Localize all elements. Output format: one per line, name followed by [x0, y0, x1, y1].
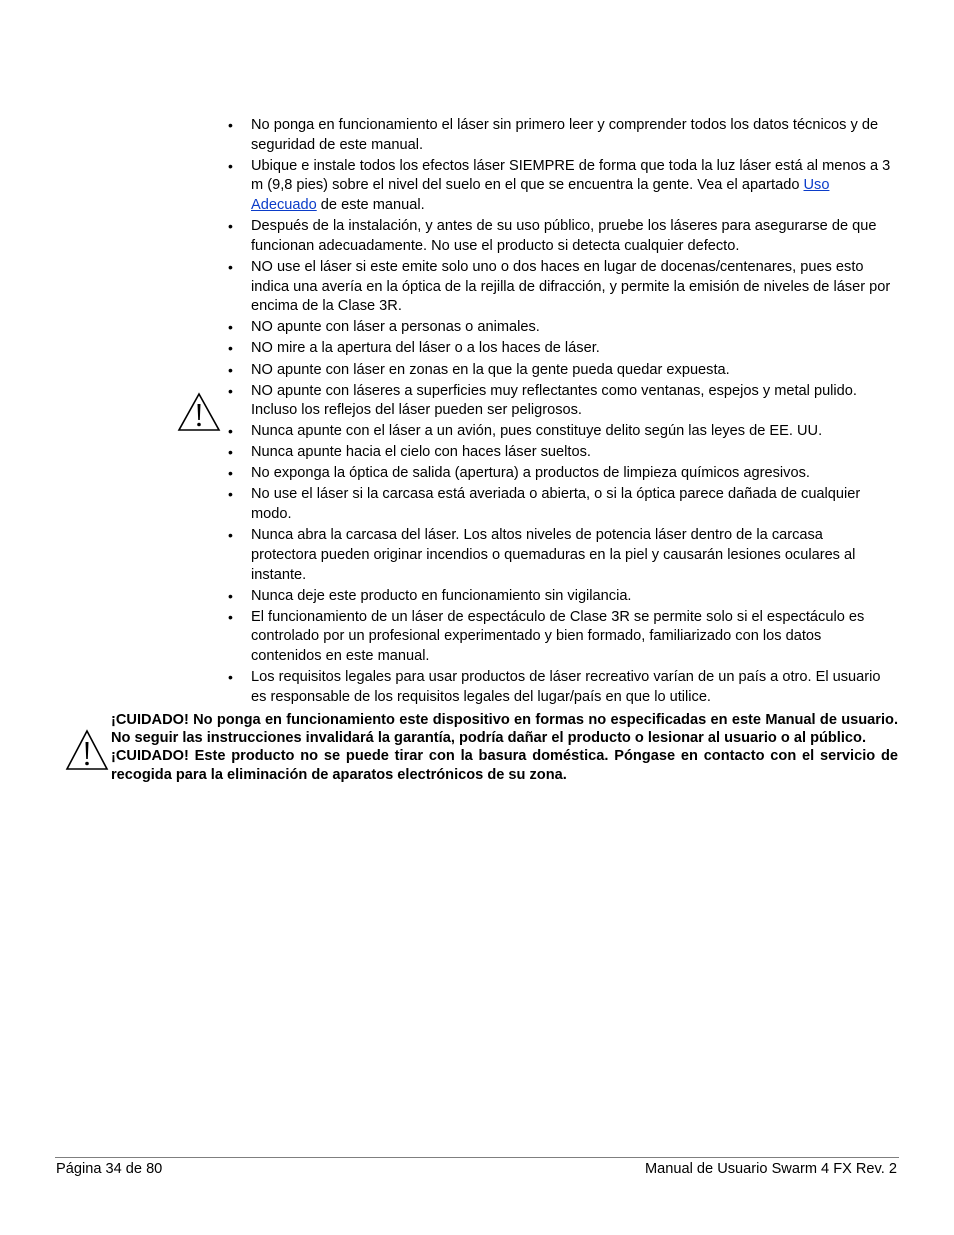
bullet-item: • Ubique e instale todos los efectos láser SIEMPRE de forma que toda la luz láser está al menos a 3 m (9,8 pies) sobre el nivel del suelo en el que se encuentra la gente. Vea el apartado Uso Adecuado de este manual.	[228, 157, 892, 216]
bullet-item: • NO apunte con láseres a superficies muy reflectantes como ventanas, espejos y metal pulido. Incluso los reflejos del láser pueden ser peligrosos.	[228, 382, 892, 421]
bullet-item: • Nunca deje este producto en funcionamiento sin vigilancia.	[228, 587, 892, 607]
bullet-item: • Nunca abra la carcasa del láser. Los altos niveles de potencia láser dentro de la carcasa protectora pueden originar incendios o quemaduras en la piel y causarán lesiones oculares al instante.	[228, 526, 892, 585]
bullet-item: • No ponga en funcionamiento el láser sin primero leer y comprender todos los datos técnicos y de seguridad de este manual.	[228, 116, 892, 155]
bullet-item: • No exponga la óptica de salida (apertura) a productos de limpieza químicos agresivos.	[228, 464, 892, 484]
safety-bullet-list	[228, 116, 892, 709]
caution-text-1: ¡CUIDADO! No ponga en funcionamiento este dispositivo en formas no especificadas en este Manual de usuario. No seguir las instrucciones invalidará la garantía, podría dañar el producto o lesionar al usuario o al público.	[111, 712, 898, 747]
bullet-item: • NO apunte con láser a personas o animales.	[228, 318, 892, 338]
warning-triangle-icon	[65, 729, 109, 771]
bullet-item: • No use el láser si la carcasa está averiada o abierta, o si la óptica parece dañada de cualquier modo.	[228, 485, 892, 524]
manual-title: Manual de Usuario Swarm 4 FX Rev. 2	[645, 1161, 897, 1177]
uso-adecuado-link[interactable]: Uso Adecuado	[251, 177, 830, 214]
footer-divider	[55, 1157, 899, 1158]
warning-triangle-icon	[177, 392, 221, 432]
bullet-item: • Nunca apunte con el láser a un avión, pues constituye delito según las leyes de EE. UU.	[228, 422, 892, 442]
bullet-item: • Los requisitos legales para usar productos de láser recreativo varían de un país a otro. El usuario es responsable de los requisitos legales del lugar/país en que lo utilice.	[228, 668, 892, 707]
caution-text-2: ¡CUIDADO! Este producto no se puede tirar con la basura doméstica. Póngase en contacto con el servicio de recogida para la eliminación de aparatos electrónicos de su zona.	[111, 748, 898, 783]
page-number: Página 34 de 80	[56, 1161, 163, 1177]
bullet-item: • NO mire a la apertura del láser o a los haces de láser.	[228, 339, 892, 359]
bullet-item: • Nunca apunte hacia el cielo con haces láser sueltos.	[228, 443, 892, 463]
bullet-item: • NO use el láser si este emite solo uno o dos haces en lugar de docenas/centenares, pues esto indica una avería en la óptica de la rejilla de difracción, y permite la emisión de niveles de láser por encima de la Clase 3R.	[228, 258, 892, 317]
bullet-item: • Después de la instalación, y antes de su uso público, pruebe los láseres para asegurarse de que funcionan adecuadamente. No use el producto si detecta cualquier defecto.	[228, 217, 892, 256]
caution-block	[111, 711, 898, 784]
bullet-item: • El funcionamiento de un láser de espectáculo de Clase 3R se permite solo si el espectáculo es controlado por un profesional experimentado y bien formado, familiarizado con los datos contenidos en este manual.	[228, 608, 892, 667]
bullet-item: • NO apunte con láser en zonas en la que la gente pueda quedar expuesta.	[228, 361, 892, 381]
